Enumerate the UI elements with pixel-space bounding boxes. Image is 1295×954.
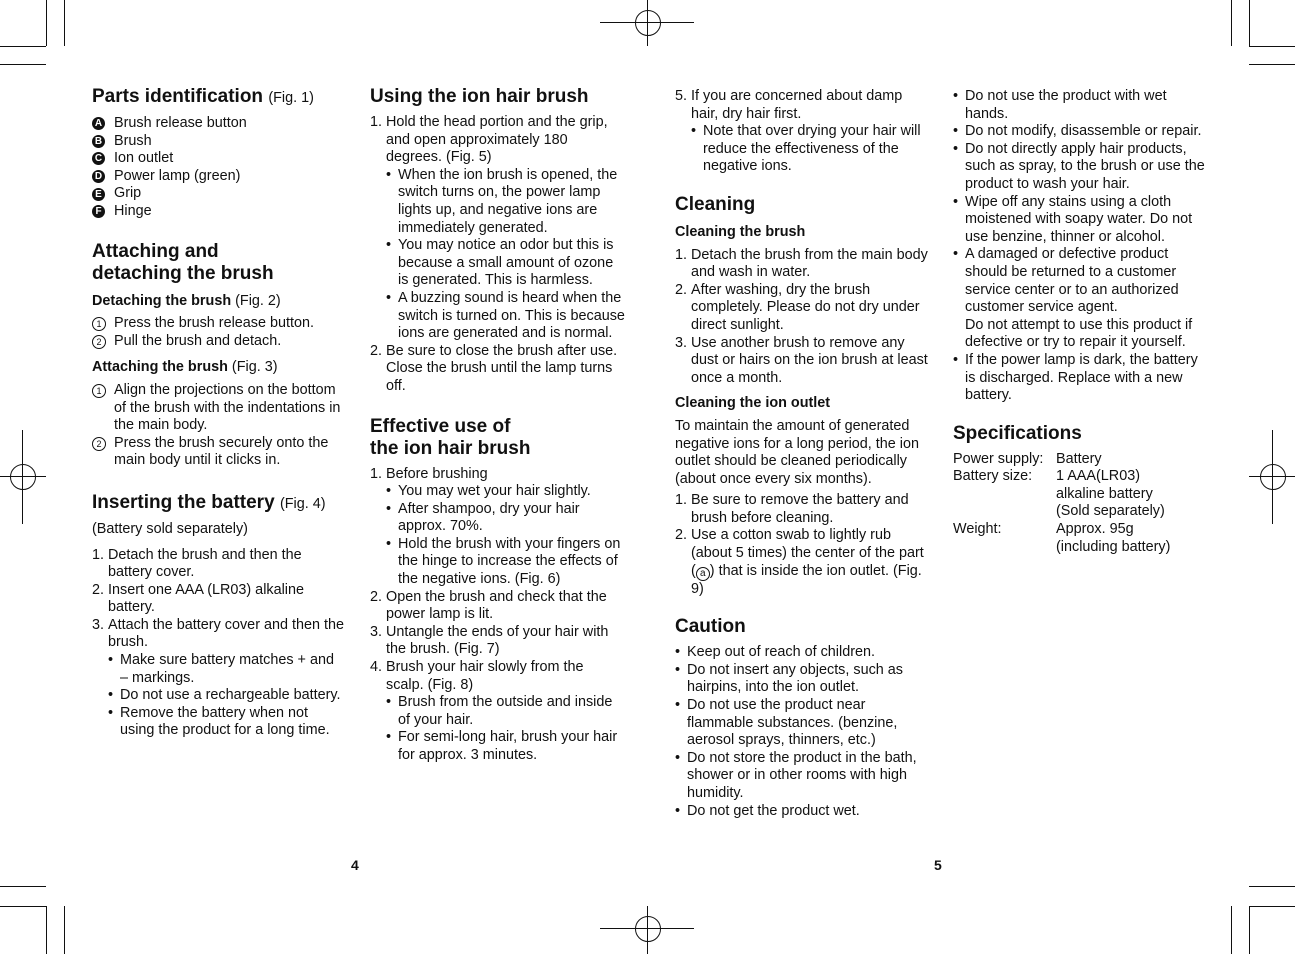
caution-bullet: • Wipe off any stains using a cloth moistened with soapy water. Do not use benzine, thinner or alcohol. <box>953 193 1193 245</box>
parts-item: E Grip <box>92 185 344 203</box>
battery-heading: Inserting the battery (Fig. 4) <box>92 491 326 513</box>
parts-letter-badge: D <box>92 170 105 183</box>
caution-bullet: • Keep out of reach of children. <box>675 644 875 661</box>
caution-heading: Caution <box>675 616 746 638</box>
cleaning-heading: Cleaning <box>675 193 756 215</box>
parts-letter-badge: C <box>92 152 105 165</box>
column-4 <box>953 88 1208 556</box>
parts-letter-badge: F <box>92 205 105 218</box>
detaching-subheading: Detaching the brush (Fig. 2) <box>92 292 281 309</box>
battery-note: (Battery sold separately) <box>92 520 248 537</box>
caution-bullet: • Do not store the product in the bath, shower or in other rooms with high humidity. <box>675 749 917 801</box>
effective-bullet: • Brush from the outside and inside of your hair. <box>386 694 613 728</box>
part-a-marker: a <box>696 567 710 581</box>
effective-bullet: • After shampoo, dry your hair approx. 70%. <box>386 500 580 535</box>
detaching-step: 2 Pull the brush and detach. <box>92 333 344 351</box>
parts-item: D Power lamp (green) <box>92 168 344 186</box>
effective-heading: Effective use of the ion hair brush <box>370 415 531 459</box>
attaching-step: 2 Press the brush securely onto the main body until it clicks in. <box>92 435 344 470</box>
parts-item: F Hinge <box>92 203 344 221</box>
parts-heading: Parts identification (Fig. 1) <box>92 86 314 107</box>
cleaning-step: 3. Use another brush to remove any dust or hairs on the ion brush at least once a month. <box>675 334 928 386</box>
attaching-heading: Attaching and detaching the brush <box>92 240 274 284</box>
parts-letter-badge: E <box>92 188 105 201</box>
using-heading: Using the ion hair brush <box>370 86 589 107</box>
battery-bullet: • Remove the battery when not using the product for a long time. <box>108 704 330 739</box>
using-bullet: • A buzzing sound is heard when the switch is turned on. This is because ions are generated and is normal. <box>386 289 625 342</box>
effective-step: 3. Untangle the ends of your hair with the brush. (Fig. 7) <box>370 623 609 658</box>
using-step: 1. Hold the head portion and the grip, and open approximately 180 degrees. (Fig. 5) <box>370 114 608 166</box>
parts-item: C Ion outlet <box>92 150 344 168</box>
using-bullet: • You may notice an odor but this is because a small amount of ozone is generated. This is harmless. <box>386 237 614 289</box>
caution-bullet: • Do not use the product with wet hands. <box>953 88 1167 122</box>
effective-step: 5. If you are concerned about damp hair, dry hair first. <box>675 88 903 122</box>
parts-item: B Brush <box>92 133 344 151</box>
column-3 <box>675 88 930 820</box>
detaching-step: 1 Press the brush release button. <box>92 315 344 333</box>
battery-step: 2. Insert one AAA (LR03) alkaline battery. <box>92 581 304 616</box>
battery-bullet: • Do not use a rechargeable battery. <box>108 687 341 704</box>
caution-bullet: • Do not get the product wet. <box>675 802 860 819</box>
attaching-step: 1 Align the projections on the bottom of the brush with the indentations in the main body. <box>92 382 344 435</box>
cleaning-outlet-intro: To maintain the amount of generated negative ions for a long period, the ion outlet should be cleaned periodically (about once every six months). <box>675 417 920 487</box>
cleaning-step: 1. Be sure to remove the battery and brush before cleaning. <box>675 492 909 526</box>
caution-bullet: • Do not insert any objects, such as hairpins, into the ion outlet. <box>675 661 903 696</box>
effective-bullet: • For semi-long hair, brush your hair for approx. 3 minutes. <box>386 729 618 763</box>
effective-bullet: • Hold the brush with your fingers on the hinge to increase the effects of the negative ions. (Fig. 6) <box>386 535 621 588</box>
parts-item: A Brush release button <box>92 115 344 133</box>
spec-power: Power supply: Battery <box>953 450 1102 467</box>
effective-bullet: • You may wet your hair slightly. <box>386 483 591 500</box>
effective-bullet: • Note that over drying your hair will reduce the effectiveness of the negative ions. <box>691 123 921 175</box>
caution-bullet: • Do not use the product near flammable substances. (benzine, aerosol sprays, thinners, etc.) <box>675 697 898 749</box>
effective-step: 2. Open the brush and check that the power lamp is lit. <box>370 588 607 623</box>
cleaning-outlet-subheading: Cleaning the ion outlet <box>675 395 831 412</box>
page-number-left: 4 <box>351 857 359 873</box>
specs-heading: Specifications <box>953 422 1082 444</box>
battery-step: 1. Detach the brush and then the battery cover. <box>92 546 302 581</box>
effective-step: 4. Brush your hair slowly from the scalp. (Fig. 8) <box>370 659 584 693</box>
cleaning-step: 1. Detach the brush from the main body and wash in water. <box>675 246 928 281</box>
using-step: 2. Be sure to close the brush after use. Close the brush until the lamp turns off. <box>370 342 618 394</box>
caution-bullet: • If the power lamp is dark, the battery is discharged. Replace with a new battery. <box>953 351 1198 404</box>
cleaning-step: 2. Use a cotton swab to lightly rub (about 5 times) the center of the part ( a ) that is inside the ion outlet. (Fig. 9) <box>675 527 924 597</box>
cleaning-step: 2. After washing, dry the brush completely. Please do not dry under direct sunlight. <box>675 281 920 333</box>
caution-bullet: • A damaged or defective product should be returned to a customer service center or to an authorized customer service agent. Do not attempt to use this product if defective or try to repair it yourself. <box>953 246 1193 351</box>
column-2 <box>370 86 625 765</box>
attaching-subheading: Attaching the brush (Fig. 3) <box>92 359 278 376</box>
page-number-right: 5 <box>934 857 942 873</box>
spec-weight: Weight: Approx. 95g (including battery) <box>953 521 1171 555</box>
caution-bullet: • Do not modify, disassemble or repair. <box>953 123 1202 140</box>
parts-letter-badge: B <box>92 135 105 148</box>
battery-step: 3. Attach the battery cover and then the brush. <box>92 616 344 651</box>
parts-letter-badge: A <box>92 117 105 130</box>
battery-bullet: • Make sure battery matches + and – markings. <box>108 652 334 686</box>
column-1 <box>92 86 344 740</box>
effective-step: 1. Before brushing <box>370 465 488 482</box>
parts-list <box>92 115 344 221</box>
using-bullet: • When the ion brush is opened, the switch turns on, the power lamp lights up, and negative ions are immediately generated. <box>386 166 618 236</box>
spec-battery-size: Battery size: 1 AAA(LR03) alkaline battery (Sold separately) <box>953 468 1165 520</box>
cleaning-brush-subheading: Cleaning the brush <box>675 223 806 240</box>
caution-bullet: • Do not directly apply hair products, such as spray, to the brush or use the product to wash your hair. <box>953 140 1205 192</box>
